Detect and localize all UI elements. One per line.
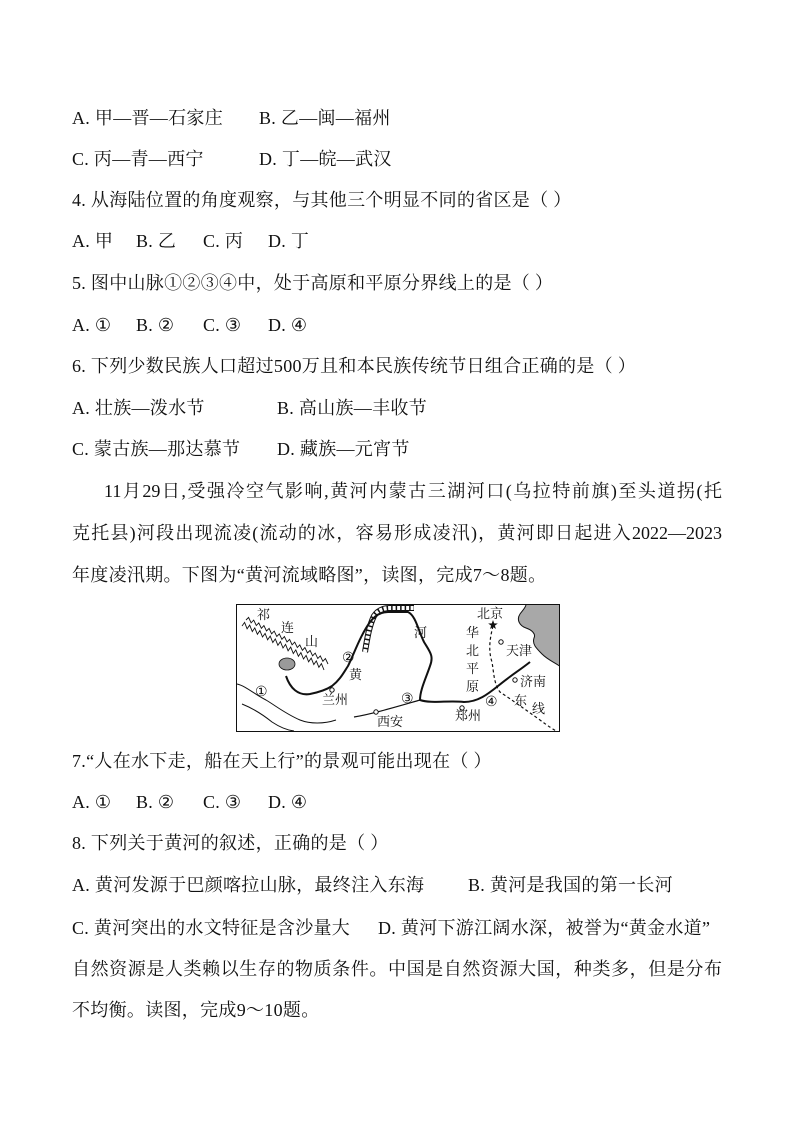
q7-option-c: C. ③ — [203, 792, 242, 812]
label-hua: 华 — [466, 625, 480, 640]
label-yuan: 原 — [466, 679, 480, 694]
label-lanzhou: 兰州 — [322, 692, 349, 707]
label-lian: 连 — [281, 620, 295, 635]
q7-option-b: B. ② — [136, 792, 175, 812]
q3-option-a: A. 甲—晋—石家庄 — [72, 108, 223, 128]
q7-stem: 7.“人在水下走，船在天上行”的景观可能出现在（ ） — [72, 751, 492, 771]
q5-option-c: C. ③ — [203, 315, 242, 335]
q4-option-a: A. 甲 — [72, 231, 114, 251]
passage-9-10-line-1: 自然资源是人类赖以生存的物质条件。中国是自然资源大国，种类多，但是分布 — [72, 959, 722, 979]
label-shan: 山 — [305, 634, 319, 649]
q4-option-d: D. 丁 — [268, 231, 310, 251]
q5-option-d: D. ④ — [268, 315, 308, 335]
q4-option-b: B. 乙 — [136, 231, 177, 251]
yellow-river-basin-map — [236, 604, 560, 732]
q6-option-a: A. 壮族—泼水节 — [72, 398, 205, 418]
q3-option-b: B. 乙—闽—福州 — [259, 108, 391, 128]
q3-option-d: D. 丁—皖—武汉 — [259, 149, 392, 169]
label-zhengzhou: 郑州 — [455, 708, 482, 723]
label-bei: 北 — [466, 643, 480, 658]
q6-stem: 6. 下列少数民族人口超过500万且和本民族传统节日组合正确的是（ ） — [72, 356, 636, 376]
qinghai-lake — [279, 658, 295, 670]
q5-stem: 5. 图中山脉①②③④中，处于高原和平原分界线上的是（ ） — [72, 273, 554, 293]
q7-option-d: D. ④ — [268, 792, 308, 812]
label-qi: 祁 — [257, 607, 271, 622]
q6-option-d: D. 藏族—元宵节 — [277, 439, 410, 459]
label-xian-line: 线 — [532, 701, 546, 716]
q8-option-b: B. 黄河是我国的第一长河 — [468, 875, 673, 895]
label-jinan: 济南 — [520, 674, 547, 689]
q3-option-c: C. 丙—青—西宁 — [72, 149, 204, 169]
marker-2: ② — [342, 651, 355, 666]
q8-option-c: C. 黄河突出的水文特征是含沙量大 — [72, 918, 351, 938]
marker-4: ④ — [485, 695, 498, 710]
passage-7-8-line-1: 11月29日,受强冷空气影响,黄河内蒙古三湖河口(乌拉特前旗)至头道拐(托 — [104, 481, 722, 501]
q5-option-b: B. ② — [136, 315, 175, 335]
jinan-marker — [513, 678, 517, 682]
marker-3: ③ — [401, 692, 414, 707]
q6-option-c: C. 蒙古族—那达慕节 — [72, 439, 241, 459]
passage-7-8-line-3: 年度凌汛期。下图为“黄河流域略图”，读图，完成7～8题。 — [72, 565, 547, 585]
q4-option-c: C. 丙 — [203, 231, 244, 251]
marker-1: ① — [255, 685, 268, 700]
passage-7-8-line-2: 克托县)河段出现流凌(流动的冰，容易形成凌汛)，黄河即日起进入2022—2023 — [72, 523, 722, 543]
label-tianjin: 天津 — [506, 643, 533, 658]
label-huang: 黄 — [349, 667, 363, 682]
q8-stem: 8. 下列关于黄河的叙述，正确的是（ ） — [72, 833, 389, 853]
label-ping: 平 — [466, 661, 480, 676]
q7-option-a: A. ① — [72, 792, 112, 812]
tianjin-marker — [499, 640, 503, 644]
q6-option-b: B. 高山族—丰收节 — [277, 398, 428, 418]
label-he: 河 — [414, 625, 428, 640]
label-xian: 西安 — [377, 714, 404, 729]
passage-9-10-line-2: 不均衡。读图，完成9～10题。 — [72, 1000, 320, 1020]
q5-option-a: A. ① — [72, 315, 112, 335]
q8-option-d: D. 黄河下游江阔水深，被誉为“黄金水道” — [378, 918, 711, 938]
q8-option-a: A. 黄河发源于巴颜喀拉山脉，最终注入东海 — [72, 875, 425, 895]
label-dong: 东 — [514, 693, 528, 708]
label-beijing: 北京 — [477, 606, 504, 621]
q4-stem: 4. 从海陆位置的角度观察，与其他三个明显不同的省区是（ ） — [72, 190, 572, 210]
